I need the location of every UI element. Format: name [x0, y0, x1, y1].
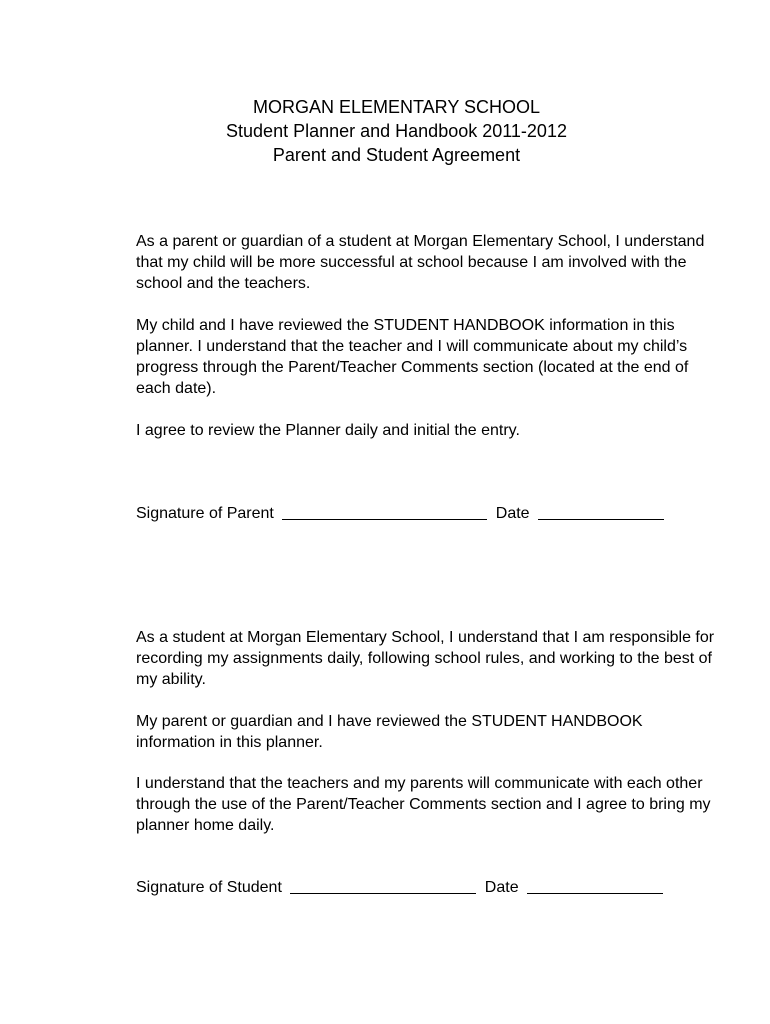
parent-date-label: Date	[495, 505, 530, 522]
document-title: Student Planner and Handbook 2011-2012	[226, 121, 567, 141]
parent-signature-label: Signature of Parent	[136, 505, 274, 522]
parent-signature-row	[136, 503, 664, 524]
student-paragraph-3: I understand that the teachers and my parents will communicate with each other through the use of the Parent/Teacher Comments section and I agree to bring my planner home daily.	[136, 775, 711, 834]
document-header	[0, 95, 770, 167]
student-paragraph-1: As a student at Morgan Elementary School, I understand that I am responsible for recording my assignments daily, following school rules, and working to the best of my ability.	[136, 629, 715, 688]
parent-signature-field[interactable]	[282, 518, 487, 520]
student-date-label: Date	[484, 879, 519, 896]
student-signature-field[interactable]	[290, 892, 476, 894]
student-signature-row	[136, 877, 663, 898]
parent-paragraph-2: My child and I have reviewed the STUDENT HANDBOOK information in this planner. I understand that the teacher and I will communicate about my child’s progress through the Parent/Teacher Comments section (located at the end of each date).	[136, 317, 689, 397]
student-signature-label: Signature of Student	[136, 879, 282, 896]
student-paragraph-2: My parent or guardian and I have reviewed the STUDENT HANDBOOK information in this planner.	[136, 713, 643, 751]
document-subtitle: Parent and Student Agreement	[272, 145, 521, 165]
parent-paragraph-3: I agree to review the Planner daily and initial the entry.	[136, 422, 520, 439]
school-name: MORGAN ELEMENTARY SCHOOL	[252, 97, 541, 117]
student-date-field[interactable]	[527, 892, 663, 894]
parent-date-field[interactable]	[538, 518, 664, 520]
parent-paragraph-1: As a parent or guardian of a student at Morgan Elementary School, I understand that my child will be more successful at school because I am involved with the school and the teachers.	[136, 233, 705, 292]
